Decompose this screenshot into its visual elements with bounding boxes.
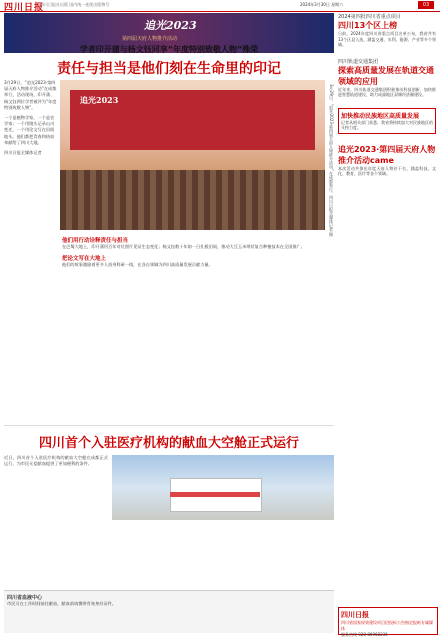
hero-logo: 追光2023 (144, 19, 197, 32)
second-article (4, 455, 108, 467)
sidebar-mid-body: 近年来，四川轨道交通集团积极推动科技创新，加快推进智慧轨道建设，助力成渝地区双城经济圈建设。 (338, 86, 436, 97)
sidebar (338, 13, 436, 177)
stage-text: 追光2023 (80, 95, 119, 105)
sidebar-bottom-body: 本次活动共推出年度天府人物若干名，涵盖科技、文化、教育、医疗等各个领域。 (338, 165, 436, 176)
article-kicker: 学者印开蒲与杨文钰同享“年度特别致敬人物”殊荣 (79, 45, 259, 54)
masthead-info: 四川日报社出版 国内统一连续出版物号 (40, 2, 110, 7)
audience (60, 170, 325, 230)
photo-caption: 3月29日，“追光2023·第四届天府人物推介活动”在成都举行。四川日报全媒体记者 摄 (329, 84, 334, 237)
left-article-body: 一个是植物学家，一个是农学家；一个用镜头记录山川变迁，一个用论文写在田间地头。他们都把青春和热血奉献给了四川大地。 (4, 115, 55, 145)
footer-body: 市民可在工作时间前往献血，献血前请携带有效身份证件。 (7, 601, 116, 606)
ambulance-stripe (170, 492, 260, 497)
middle-article (62, 236, 332, 268)
main-headline: 责任与担当是他们刻在生命里的印记 (57, 61, 281, 77)
middle-body-1: 在巴蜀大地上，印开蒲用百年对比照片见证生态变化；杨文钰数十年如一日扎根田间，推动大豆玉米带状复合种植技术在全国推广。 (62, 244, 305, 249)
sidebar-box-title: 加快推动民族地区高质量发展 (341, 112, 420, 120)
sidebar-bottom-title: 追光2023·第四届天府人物推介活动came (338, 144, 436, 165)
sidebar-top-title: 四川13个区上榜 (338, 21, 398, 30)
sidebar-box (338, 108, 436, 134)
second-headline: 四川首个入驻医疗机构的献血大空舱正式运行 (38, 436, 299, 451)
left-article (4, 80, 58, 156)
ad-title: 四川日报 (341, 611, 369, 619)
middle-subhead-1: 他们用行动诠释责任与担当 (62, 238, 129, 244)
second-article-body: 近日，四川首个入驻医疗机构的献血大空舱在成都正式运行，为市民无偿献血提供了更加便利的条件。 (4, 455, 108, 467)
bottom-ad (338, 607, 438, 635)
masthead-date: 2024年3月30日 星期六 (300, 2, 344, 7)
page-number: 03 (418, 1, 434, 9)
hero-subtitle: 第四届天府人物推介活动 (122, 36, 178, 42)
sidebar-top-kicker: 2024第四批四川省重点项目 (338, 14, 401, 20)
ad-phone: 服务热线 028-86968236 (341, 632, 388, 637)
middle-body-2: 他们的故事激励着更多人投身科研一线，在各自领域为四川高质量发展贡献力量。 (62, 262, 213, 268)
sidebar-top-body: 日前，2024年度四川省重点项目名单公布，我省共有13个区县入选，涵盖交通、水利、能源、产业等多个领域。 (338, 31, 436, 47)
left-article-byline: 四川日报全媒体记者 (4, 150, 42, 156)
divider (4, 425, 334, 426)
middle-subhead-2: 把论文写在大地上 (62, 256, 107, 263)
footer-title: 四川省血液中心 (7, 595, 43, 601)
sidebar-box-body: 记者从相关部门获悉，我省将持续加大对民族地区的支持力度。 (341, 119, 433, 130)
footer-box (4, 590, 334, 633)
left-article-intro: 3月29日，“追光2023·第四届天府人物推介活动”在成都举行，活动现场，印开蒲、杨文钰两位学者被评为“年度特别致敬人物”。 (4, 80, 57, 110)
newspaper-logo: 四川日报 (4, 3, 45, 13)
sidebar-mid-title: 探索高质量发展在轨道交通领域的应用 (338, 65, 434, 86)
ad-tagline: 四川省国家权效建设项目招投标公告指定报纸专属媒体 (341, 620, 433, 631)
sidebar-mid-kicker: 四川轨道交通集团 (338, 58, 379, 65)
